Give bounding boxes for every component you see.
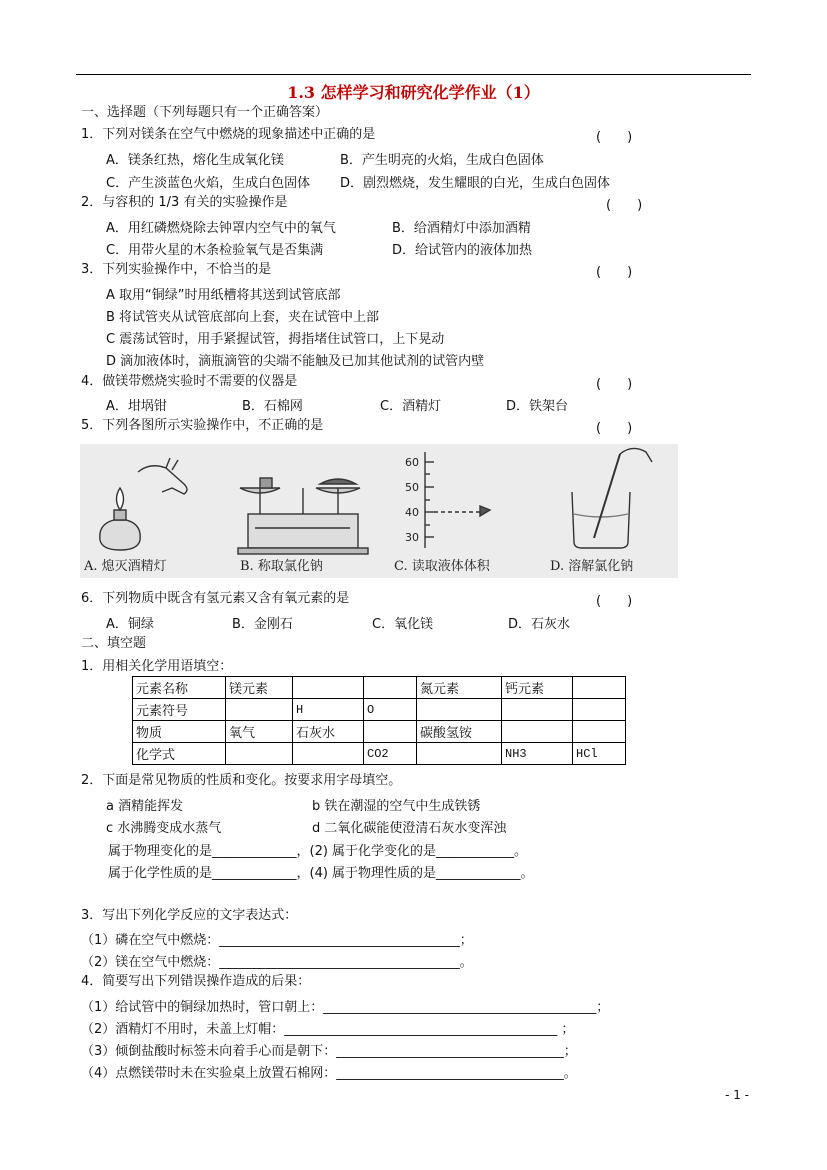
q3-stem: 3．下列实验操作中，不恰当的是 (81, 262, 272, 277)
tick-label-40: 40 (405, 506, 419, 519)
table-cell: 物质 (133, 721, 226, 743)
figure-caption-b: B. 称取氯化钠 (240, 559, 323, 574)
q1-option-a: A．镁条红热，熔化生成氧化镁 (106, 153, 284, 168)
s2-q2-fill-line-1: 属于物理变化的是_____________，(2) 属于化学变化的是____________。 (108, 844, 528, 859)
q3-option-b: B 将试管夹从试管底部向上套，夹在试管中上部 (106, 310, 380, 325)
q4-option-b: B．石棉网 (242, 399, 303, 414)
q2-option-a: A．用红磷燃烧除去钟罩内空气中的氧气 (106, 221, 336, 236)
q6-option-d: D．石灰水 (508, 617, 571, 632)
q6-answer-paren: ( ) (596, 594, 633, 609)
lab-operations-figure (80, 444, 678, 578)
s2-q3-line-2: （2）镁在空气中燃烧：_____________________________________。 (81, 955, 473, 970)
table-cell: 氧气 (226, 721, 293, 743)
q1-option-d: D．剧烈燃烧，发生耀眼的白光，生成白色固体 (340, 176, 611, 191)
table-cell: O (364, 699, 417, 721)
table-cell: 元素符号 (133, 699, 226, 721)
q3-option-a: A 取用“铜绿”时用纸槽将其送到试管底部 (106, 288, 341, 303)
table-row (133, 699, 626, 721)
q2-option-c: C．用带火星的木条检验氧气是否集满 (106, 243, 324, 258)
q6-option-a: A．铜绿 (106, 617, 154, 632)
q2-answer-paren: ( ) (606, 198, 643, 213)
alcohol-lamp-icon (100, 458, 187, 550)
q3-option-d: D 滴加液体时，滴瓶滴管的尖端不能触及已加其他试剂的试管内壁 (106, 354, 485, 369)
q1-option-c: C．产生淡蓝色火焰，生成白色固体 (106, 176, 311, 191)
table-cell: 氮元素 (417, 677, 502, 699)
table-cell (573, 699, 626, 721)
table-row (133, 743, 626, 765)
table-row (133, 721, 626, 743)
q1-answer-paren: ( ) (596, 130, 633, 145)
q4-option-a: A．坩埚钳 (106, 399, 167, 414)
page-number: - 1 - (725, 1088, 749, 1102)
table-row (133, 677, 626, 699)
table-cell (417, 743, 502, 765)
table-cell (226, 699, 293, 721)
s2-q2-item-c: c 水沸腾变成水蒸气 (106, 821, 222, 836)
beaker-thermometer-icon (572, 448, 652, 548)
table-cell: 石灰水 (293, 721, 364, 743)
s2-q2-item-d: d 二氧化碳能使澄清石灰水变浑浊 (312, 821, 507, 836)
s2-q2-stem: 2．下面是常见物质的性质和变化。按要求用字母填空。 (81, 773, 402, 788)
q6-option-c: C．氧化镁 (372, 617, 434, 632)
lab-figure-svg (80, 444, 678, 578)
table-cell (293, 743, 364, 765)
table-cell: 元素名称 (133, 677, 226, 699)
s2-q1-stem: 1．用相关化学用语填空： (81, 659, 233, 674)
balance-scale-icon (238, 478, 368, 554)
figure-caption-c: C. 读取液体体积 (394, 559, 490, 574)
s2-q2-item-a: a 酒精能挥发 (106, 799, 184, 814)
q2-option-b: B．给酒精灯中添加酒精 (392, 221, 531, 236)
page-title: 1.3 怎样学习和研究化学作业（1） (287, 83, 540, 102)
table-cell (364, 721, 417, 743)
q2-stem: 2．与容积的 1/3 有关的实验操作是 (81, 195, 288, 210)
table-cell (573, 721, 626, 743)
measuring-cylinder-icon (425, 452, 490, 548)
s2-q3-line-1: （1）磷在空气中燃烧：_____________________________________； (81, 933, 473, 948)
tick-label-60: 60 (405, 456, 419, 469)
header-rule (76, 74, 751, 75)
table-cell: 碳酸氢铵 (417, 721, 502, 743)
q5-stem: 5．下列各图所示实验操作中，不正确的是 (81, 418, 324, 433)
q6-stem: 6．下列物质中既含有氢元素又含有氧元素的是 (81, 591, 350, 606)
table-cell (364, 677, 417, 699)
s2-q4-line-1: （1）给试管中的铜绿加热时，管口朝上：__________________________________________； (81, 1000, 610, 1015)
table-cell: 化学式 (133, 743, 226, 765)
figure-caption-a: A. 熄灭酒精灯 (84, 559, 167, 574)
table-cell (293, 677, 364, 699)
q1-stem: 1．下列对镁条在空气中燃烧的现象描述中正确的是 (81, 127, 376, 142)
tick-label-50: 50 (405, 481, 419, 494)
q1-option-b: B．产生明亮的火焰，生成白色固体 (340, 153, 544, 168)
q4-answer-paren: ( ) (596, 377, 633, 392)
table-cell: CO2 (364, 743, 417, 765)
tick-label-30: 30 (405, 531, 419, 544)
s2-q4-line-3: （3）倾倒盐酸时标签未向着手心而是朝下：___________________________________； (81, 1044, 577, 1059)
chemistry-term-table (132, 676, 626, 765)
q5-answer-paren: ( ) (596, 421, 633, 436)
table-cell (502, 721, 573, 743)
s2-q4-stem: 4．简要写出下列错误操作造成的后果： (81, 974, 311, 989)
q4-option-c: C．酒精灯 (380, 399, 442, 414)
q6-option-b: B．金刚石 (232, 617, 293, 632)
s2-q2-item-b: b 铁在潮湿的空气中生成铁锈 (312, 799, 481, 814)
table-cell (502, 699, 573, 721)
q4-stem: 4．做镁带燃烧实验时不需要的仪器是 (81, 374, 298, 389)
table-cell (226, 743, 293, 765)
q2-option-d: D．给试管内的液体加热 (392, 243, 533, 258)
table-cell: HCl (573, 743, 626, 765)
s2-q2-fill-line-2: 属于化学性质的是_____________，(4) 属于物理性质的是_____________。 (108, 866, 534, 881)
table-cell (417, 699, 502, 721)
table-cell: H (293, 699, 364, 721)
table-cell: 镁元素 (226, 677, 293, 699)
q3-answer-paren: ( ) (596, 265, 633, 280)
q4-option-d: D．铁架台 (506, 399, 569, 414)
s2-q4-line-4: （4）点燃镁带时未在实验桌上放置石棉网：___________________________________。 (81, 1066, 577, 1081)
s2-q4-line-2: （2）酒精灯不用时，未盖上灯帽：__________________________________________ ； (81, 1022, 575, 1037)
table-cell (573, 677, 626, 699)
table-cell: 钙元素 (502, 677, 573, 699)
figure-caption-d: D. 溶解氯化钠 (550, 559, 634, 574)
q3-option-c: C 震荡试管时，用手紧握试管，拇指堵住试管口，上下晃动 (106, 332, 445, 347)
section2-heading: 二、填空题 (81, 636, 147, 651)
section1-heading: 一、选择题（下列每题只有一个正确答案） (81, 105, 329, 120)
table-cell: NH3 (502, 743, 573, 765)
s2-q3-stem: 3．写出下列化学反应的文字表达式： (81, 908, 298, 923)
